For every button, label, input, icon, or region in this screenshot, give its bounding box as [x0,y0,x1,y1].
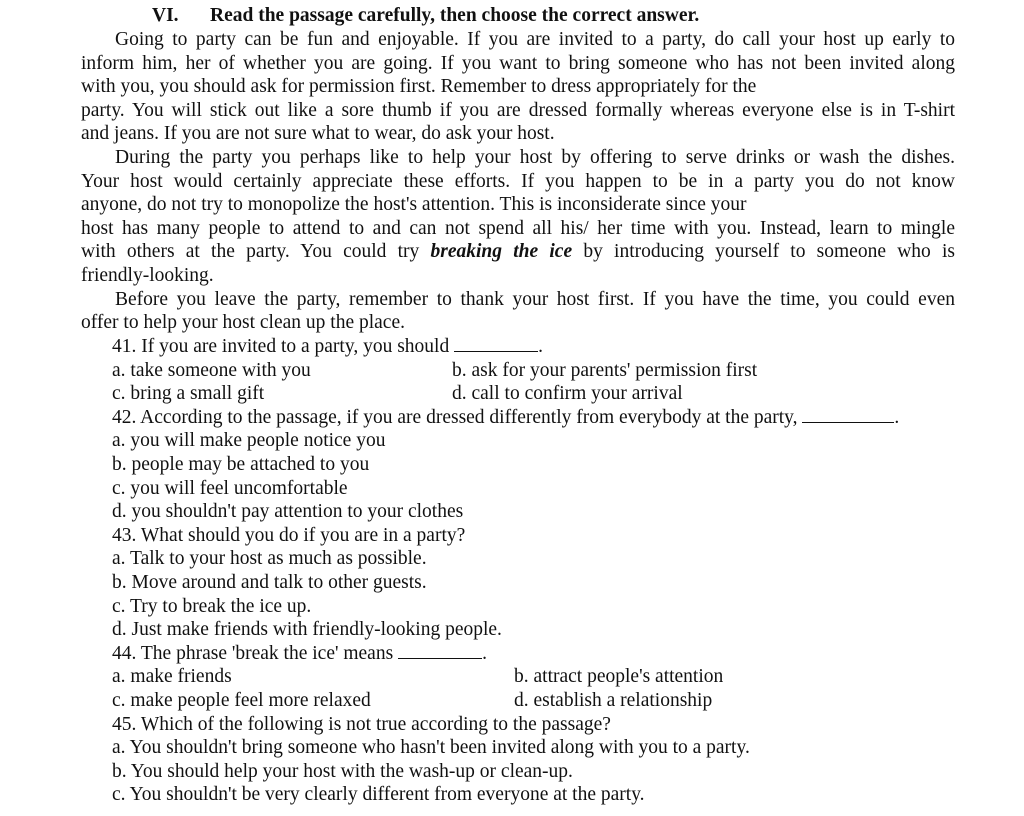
answer-blank [802,406,894,423]
option-b[interactable]: b. Move around and talk to other guests. [112,571,427,593]
option-c[interactable]: c. bring a small gift [112,383,265,405]
question-text [112,642,992,666]
passage-line: inform him, her of whether you are going. If you want to bring someone who has not been invited along [81,52,955,74]
section-heading [152,4,699,28]
question-42 [112,406,992,524]
passage-line-with-emphasis [81,240,955,264]
option-b[interactable]: b. people may be attached to you [112,453,370,475]
question-end: . [894,406,900,428]
passage-line: Going to party can be fun and enjoyable. If you are invited to a party, do call your host up early to [115,29,955,50]
option-c[interactable]: c. make people feel more relaxed [112,689,371,711]
question-text: 43. What should you do if you are in a party? [112,524,466,546]
question-45 [112,713,992,807]
passage-line: and jeans. If you are not sure what to wear, do ask your host. [81,123,555,145]
section-instruction: Read the passage carefully, then choose the correct answer. [210,5,700,26]
option-c[interactable]: c. you will feel uncomfortable [112,477,348,499]
option-row [112,382,992,406]
question-41 [112,335,992,406]
option-c[interactable]: c. You shouldn't be very clearly different from everyone at the party. [112,784,645,806]
option-b[interactable]: b. ask for your parents' permission first [452,359,758,381]
question-stem: 44. The phrase 'break the ice' means [112,642,394,664]
passage-line: anyone, do not try to monopolize the host's attention. This is inconsiderate since your [81,194,747,216]
passage-text: with others at the party. You could try [81,241,420,263]
option-a[interactable]: a. You shouldn't bring someone who hasn't been invited along with you to a party. [112,737,750,759]
question-text: 45. Which of the following is not true according to the passage? [112,713,611,735]
paragraph-1 [81,28,955,146]
passage-line: host has many people to attend to and can not spend all his/ her time with you. Instead, learn to mingle [81,217,955,239]
question-stem: 42. According to the passage, if you are dressed differently from everybody at the party, [112,406,798,428]
option-b[interactable]: b. attract people's attention [514,666,724,688]
option-row [112,359,992,383]
emphasized-phrase: breaking the ice [430,241,573,263]
option-c[interactable]: c. Try to break the ice up. [112,595,312,617]
question-44 [112,642,992,713]
question-43 [112,524,992,642]
option-b[interactable]: b. You should help your host with the wash-up or clean-up. [112,760,573,782]
option-a[interactable]: a. Talk to your host as much as possible. [112,548,427,570]
question-text [112,406,992,430]
option-row [112,689,992,713]
option-a[interactable]: a. take someone with you [112,359,311,381]
passage-line: party. You will stick out like a sore thumb if you are dressed formally whereas everyone else is in T-shirt [81,99,955,121]
passage-line: During the party you perhaps like to help your host by offering to serve drinks or wash the dishes. [115,146,955,168]
option-d[interactable]: d. Just make friends with friendly-looking people. [112,619,502,641]
passage-line: Before you leave the party, remember to thank your host first. If you have the time, you could even [115,288,955,310]
answer-blank [454,335,538,352]
passage-line: Your host would certainly appreciate these efforts. If you happen to be in a party you do not know [81,170,955,192]
passage-line: offer to help your host clean up the place. [81,312,405,334]
question-end: . [538,336,543,357]
question-end: . [482,642,487,664]
option-d[interactable]: d. establish a relationship [514,689,713,711]
question-list [112,335,992,807]
passage-text: by introducing yourself to someone who is [583,241,955,263]
option-a[interactable]: a. make friends [112,666,232,688]
question-text [112,335,992,359]
paragraph-2 [81,146,955,288]
option-d[interactable]: d. call to confirm your arrival [452,383,683,405]
option-a[interactable]: a. you will make people notice you [112,430,386,452]
reading-passage [81,28,955,335]
section-number: VI. [152,5,179,26]
answer-blank [398,642,482,659]
paragraph-3 [81,288,955,335]
passage-line: friendly-looking. [81,264,214,286]
question-stem: 41. If you are invited to a party, you should [112,336,450,357]
option-row [112,665,992,689]
option-d[interactable]: d. you shouldn't pay attention to your clothes [112,501,464,523]
passage-line: with you, you should ask for permission first. Remember to dress appropriately for the [81,76,757,98]
